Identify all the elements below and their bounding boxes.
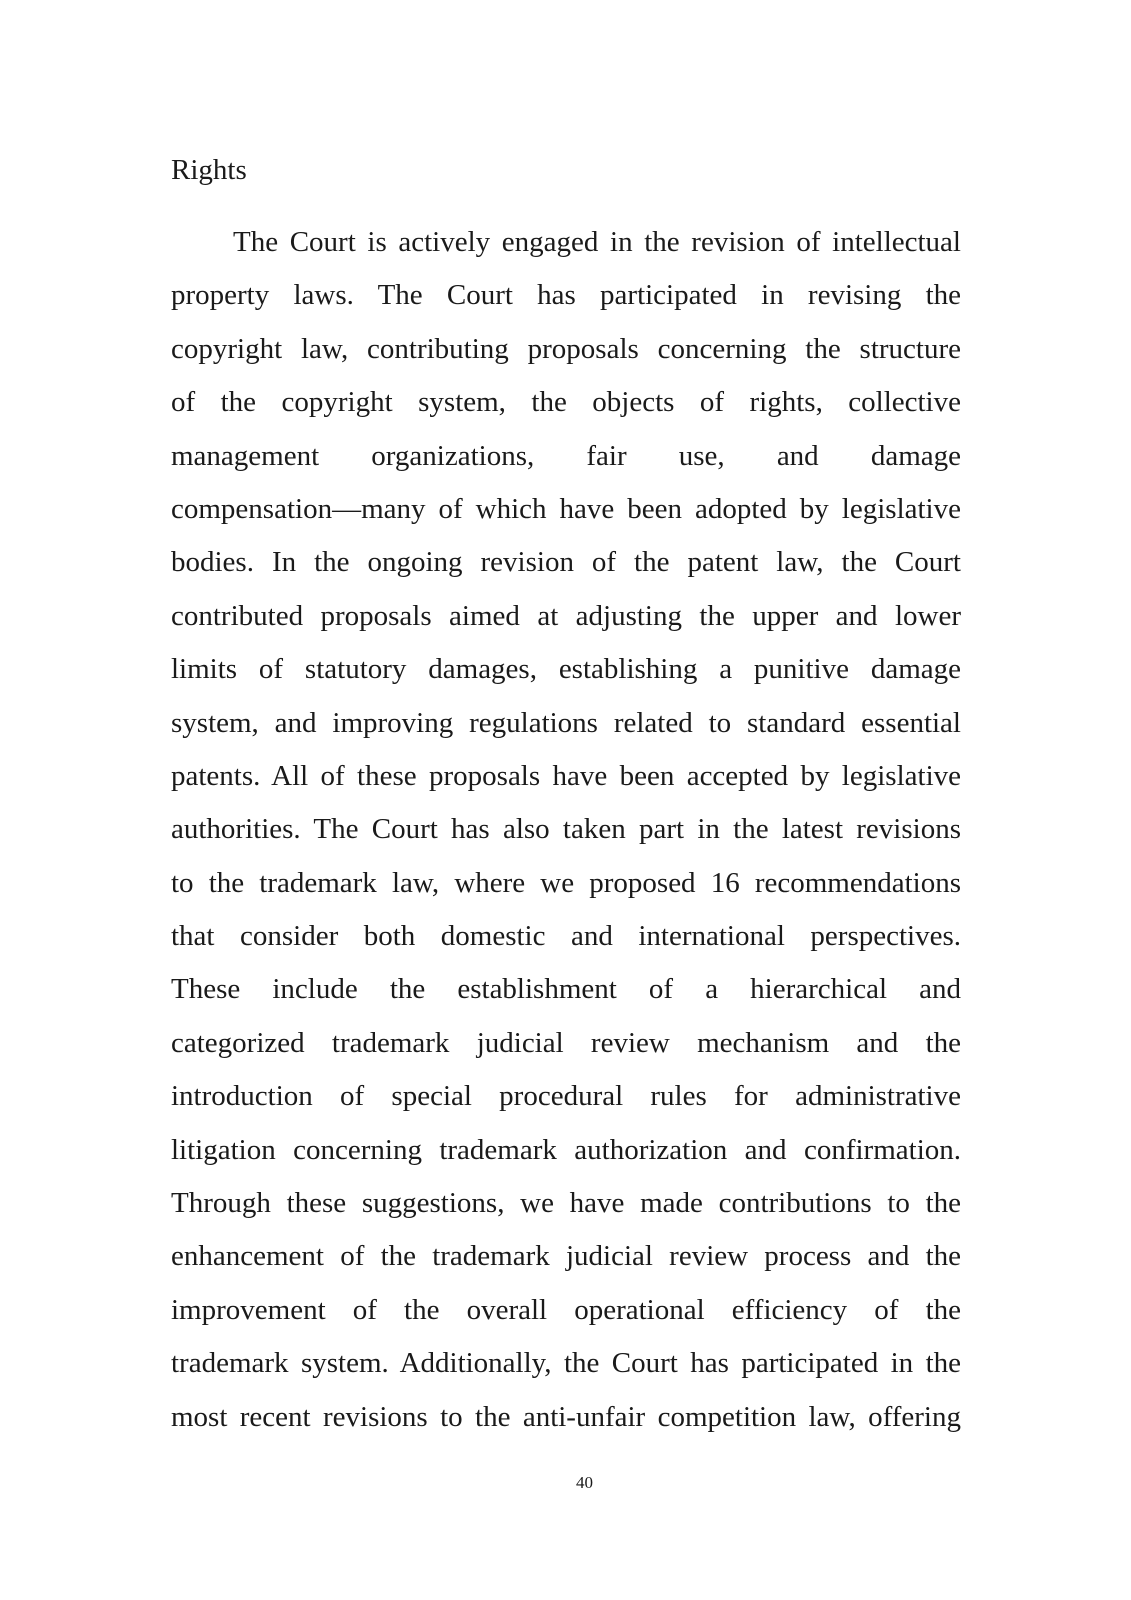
body-paragraph	[171, 216, 961, 1444]
paragraph-line: patents. All of these proposals have been accepted by legislative	[171, 759, 961, 792]
paragraph-line: improvement of the overall operational efficiency of the	[171, 1293, 961, 1326]
paragraph-line: most recent revisions to the anti-unfair competition law, offering	[171, 1400, 961, 1433]
paragraph-line: copyright law, contributing proposals concerning the structure	[171, 332, 961, 365]
paragraph-line: categorized trademark judicial review mechanism and the	[171, 1026, 961, 1059]
paragraph-line: that consider both domestic and international perspectives.	[171, 920, 961, 953]
paragraph-line: property laws. The Court has participated in revising the	[171, 279, 961, 312]
paragraph-line: contributed proposals aimed at adjusting the upper and lower	[171, 599, 961, 632]
page-number: 40	[576, 1473, 593, 1492]
paragraph-line: to the trademark law, where we proposed 16 recommendations	[171, 866, 961, 899]
paragraph-line: litigation concerning trademark authorization and confirmation.	[171, 1133, 961, 1166]
paragraph-line: authorities. The Court has also taken part in the latest revisions	[171, 813, 961, 846]
paragraph-line: These include the establishment of a hierarchical and	[171, 973, 961, 1006]
paragraph-line: system, and improving regulations related to standard essential	[171, 706, 961, 739]
paragraph-line: of the copyright system, the objects of rights, collective	[171, 386, 961, 419]
paragraph-line: limits of statutory damages, establishing a punitive damage	[171, 653, 961, 686]
paragraph-line: compensation—many of which have been adopted by legislative	[171, 492, 961, 525]
paragraph-line: enhancement of the trademark judicial review process and the	[171, 1240, 961, 1273]
paragraph-line: trademark system. Additionally, the Court has participated in the	[171, 1347, 961, 1380]
paragraph-line: The Court is actively engaged in the revision of intellectual	[233, 226, 961, 258]
paragraph-line: bodies. In the ongoing revision of the patent law, the Court	[171, 546, 961, 579]
paragraph-line: management organizations, fair use, and damage	[171, 439, 961, 472]
paragraph-line: introduction of special procedural rules for administrative	[171, 1080, 961, 1113]
paragraph-line: Through these suggestions, we have made contributions to the	[171, 1187, 961, 1220]
section-heading: Rights	[171, 154, 247, 186]
